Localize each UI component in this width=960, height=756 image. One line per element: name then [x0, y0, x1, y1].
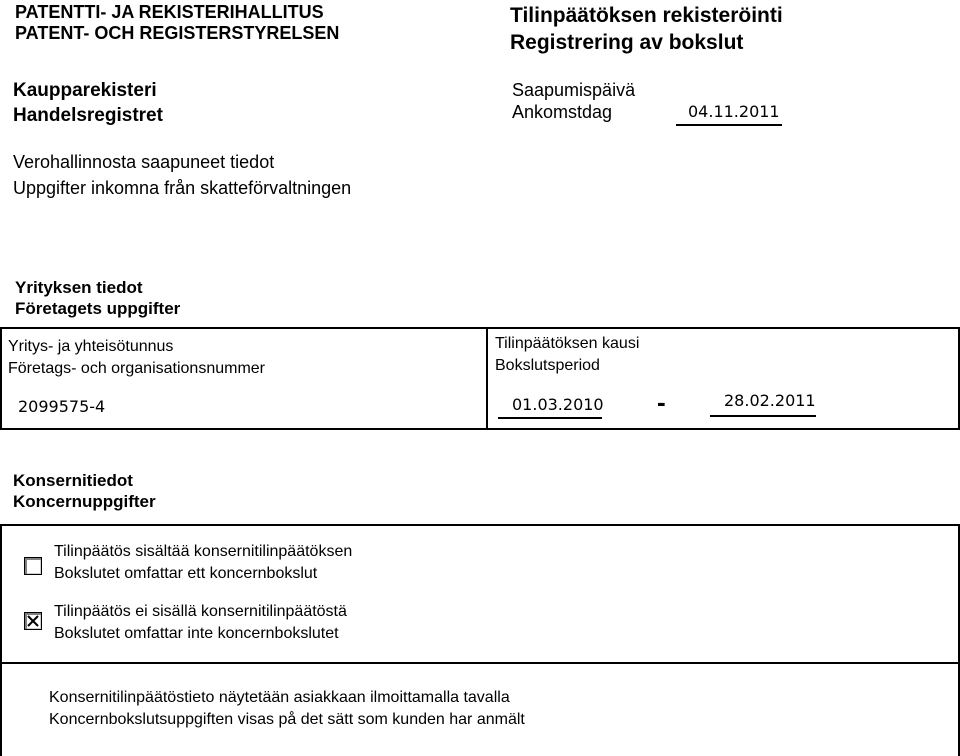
arrival-date-underline [676, 124, 782, 126]
option-included-label-fi: Tilinpäätös sisältää konsernitilinpäätöksen [54, 543, 353, 560]
company-heading-sv: Företagets uppgifter [15, 299, 181, 318]
period-start-underline [498, 417, 602, 419]
fiscal-period-label-fi: Tilinpäätöksen kausi [495, 335, 640, 352]
group-note-sv: Koncernbokslutsuppgiften visas på det sätt som kunden har anmält [49, 711, 525, 728]
period-end-underline [710, 415, 816, 417]
business-id-box [0, 327, 488, 430]
arrival-date-label-sv: Ankomstdag [512, 102, 613, 122]
option-not-included-label-sv: Bokslutet omfattar inte koncernbokslutet [54, 625, 339, 642]
group-note-fi: Konsernitilinpäätöstieto näytetään asiakkaan ilmoittamalla tavalla [49, 689, 510, 706]
option-included-label-sv: Bokslutet omfattar ett koncernbokslut [54, 565, 318, 582]
fiscal-period-label-sv: Bokslutsperiod [495, 357, 600, 374]
fiscal-period-box [486, 327, 960, 430]
document-title-sv: Registrering av bokslut [510, 31, 744, 54]
organization-name-sv: PATENT- OCH REGISTERSTYRELSEN [15, 23, 340, 43]
group-statement-included-checkbox[interactable] [24, 557, 42, 575]
checkmark-x-icon [25, 613, 41, 629]
fiscal-period-start: 01.03.2010 [512, 395, 604, 414]
arrival-date-value: 04.11.2011 [688, 102, 780, 121]
business-id-label-fi: Yritys- ja yhteisötunnus [8, 338, 174, 355]
group-options-box [0, 524, 960, 664]
group-heading-fi: Konsernitiedot [13, 471, 133, 490]
register-name-fi: Kaupparekisteri [13, 80, 157, 101]
tax-info-line-fi: Verohallinnosta saapuneet tiedot [13, 152, 275, 172]
fiscal-period-separator: - [657, 387, 666, 417]
organization-name-fi: PATENTTI- JA REKISTERIHALLITUS [15, 2, 324, 22]
business-id-value: 2099575-4 [18, 397, 106, 416]
company-heading-fi: Yrityksen tiedot [15, 278, 143, 297]
group-statement-not-included-checkbox[interactable] [24, 612, 42, 630]
document-title-fi: Tilinpäätöksen rekisteröinti [510, 4, 783, 27]
business-id-label-sv: Företags- och organisationsnummer [8, 360, 266, 377]
option-not-included-label-fi: Tilinpäätös ei sisällä konsernitilinpäätöstä [54, 603, 347, 620]
register-name-sv: Handelsregistret [13, 105, 163, 126]
arrival-date-label-fi: Saapumispäivä [512, 80, 636, 100]
fiscal-period-end: 28.02.2011 [724, 391, 816, 410]
group-note-box [0, 662, 960, 756]
tax-info-line-sv: Uppgifter inkomna från skatteförvaltningen [13, 178, 352, 198]
group-heading-sv: Koncernuppgifter [13, 492, 156, 511]
